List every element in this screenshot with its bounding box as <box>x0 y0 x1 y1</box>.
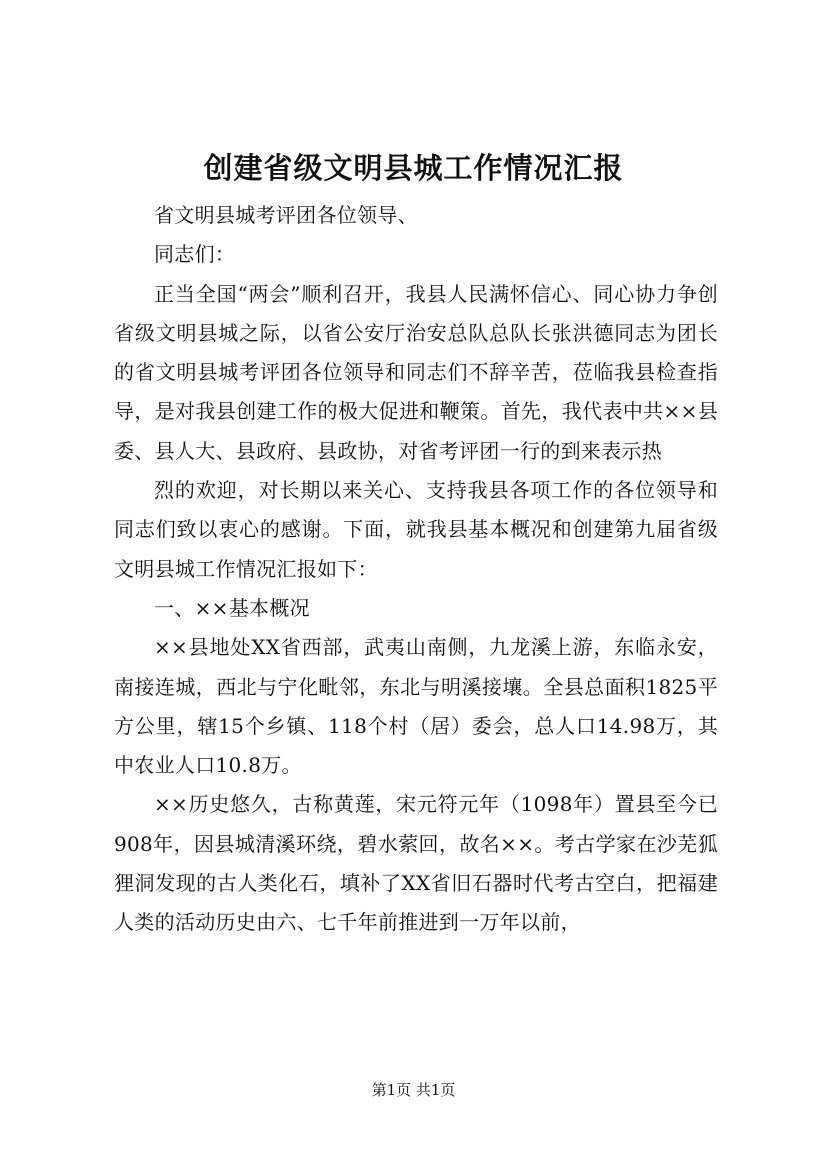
paragraph-history: ××历史悠久，古称黄莲，宋元符元年（1098年）置县至今已908年，因县城清溪环绕，碧水萦回，故名××。考古学家在沙芜狐狸洞发现的古人类化石，填补了XX省旧石器时代考古空白，把福建人类的活动历史由六、七千年前推进到一万年以前， <box>114 792 718 935</box>
salutation-line-2: 同志们： <box>154 242 236 267</box>
salutation-line-1: 省文明县城考评团各位领导、 <box>154 203 418 227</box>
paragraph-geography: ××县地处XX省西部，武夷山南侧，九龙溪上游，东临永安，南接连城，西北与宁化毗邻，东北与明溪接壤。全县总面积1825平方公里，辖15个乡镇、118个村（居）委会，总人口14.98万，其中农业人口10.8万。 <box>114 635 718 778</box>
document-body <box>114 196 718 943</box>
paragraph-opening: 正当全国“两会”顺利召开，我县人民满怀信心、同心协力争创省级文明县城之际，以省公安厅治安总队总队长张洪德同志为团长的省文明县城考评团各位领导和同志们不辞辛苦，莅临我县检查指导，是对我县创建工作的极大促进和鞭策。首先，我代表中共××县委、县人大、县政府、县政协，对省考评团一行的到来表示热 <box>114 281 718 463</box>
paragraph-welcome: 烈的欢迎，对长期以来关心、支持我县各项工作的各位领导和同志们致以衷心的感谢。下面，就我县基本概况和创建第九届省级文明县城工作情况汇报如下： <box>114 478 718 581</box>
document-title: 创建省级文明县城工作情况汇报 <box>203 151 624 185</box>
section-heading-1: 一、××基本概况 <box>154 595 310 620</box>
page-footer: 第1页 共1页 <box>371 1081 456 1099</box>
